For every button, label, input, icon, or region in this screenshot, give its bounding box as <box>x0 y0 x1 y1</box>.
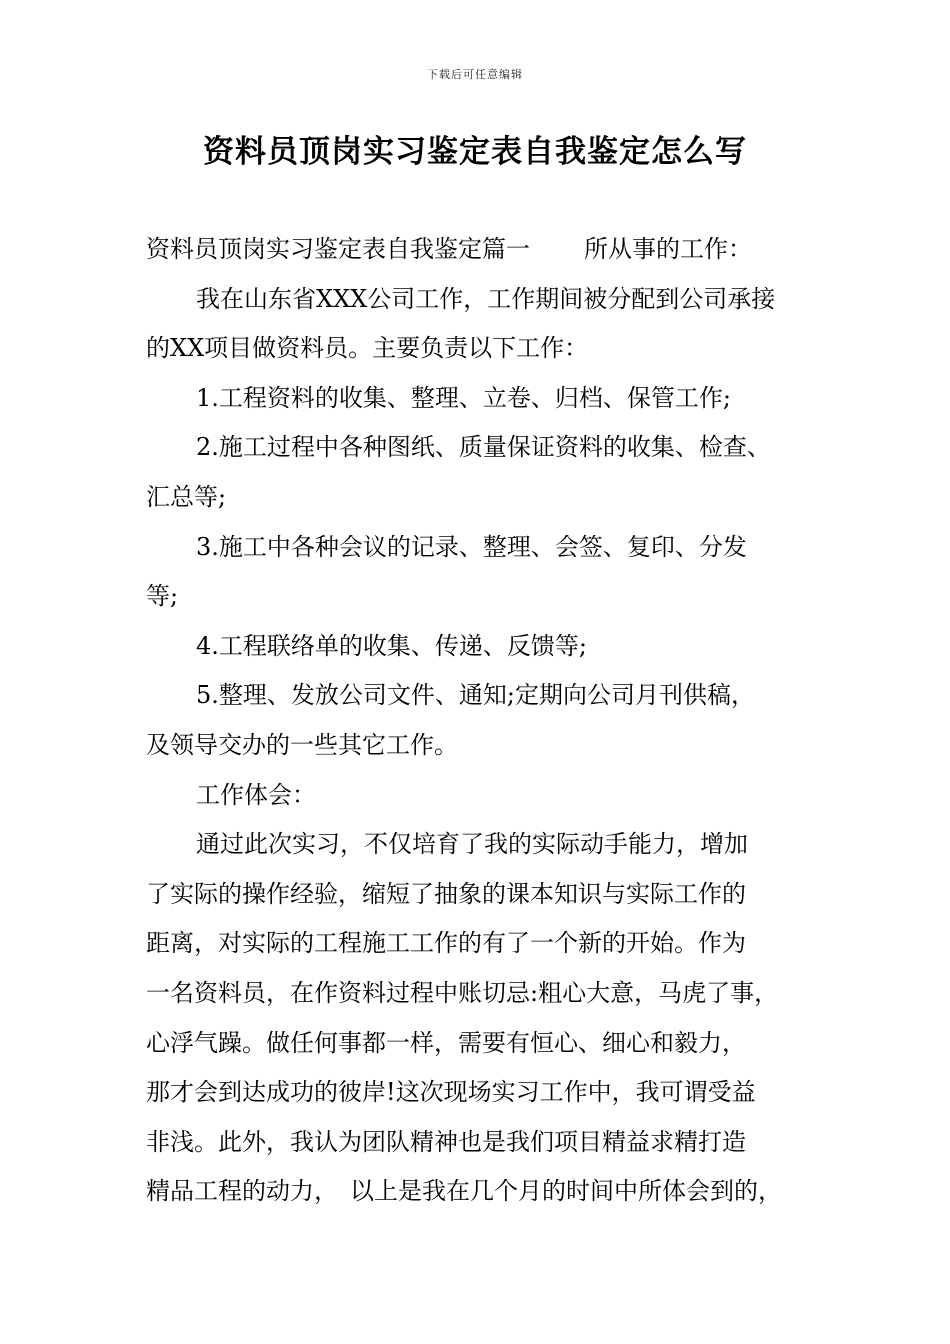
document-title: 资料员顶岗实习鉴定表自我鉴定怎么写 <box>203 134 747 170</box>
document-body <box>146 225 836 1217</box>
paragraph-line: 的XX项目做资料员。主要负责以下工作： <box>146 334 589 363</box>
section-subheading: 所从事的工作： <box>584 235 752 263</box>
paragraph-line: 心浮气躁。做任何事都一样，需要有恒心、细心和毅力， <box>146 1028 746 1057</box>
list-item: 5.整理、发放公司文件、通知;定期向公司月刊供稿， <box>196 681 755 710</box>
list-item: 1.工程资料的收集、整理、立卷、归档、保管工作; <box>196 383 731 412</box>
paragraph-line: 一名资料员，在作资料过程中账切忌:粗心大意，马虎了事， <box>146 978 779 1007</box>
section-heading-line <box>146 225 836 275</box>
list-item: 2.施工过程中各种图纸、质量保证资料的收集、检查、 <box>196 433 771 462</box>
paragraph-line: 距离，对实际的工程施工工作的有了一个新的开始。作为 <box>146 929 746 958</box>
list-item-continuation: 等; <box>146 582 179 611</box>
header-note: 下载后可任意编辑 <box>427 68 523 81</box>
list-item-continuation: 汇总等; <box>146 482 227 511</box>
section-heading: 资料员顶岗实习鉴定表自我鉴定篇一 <box>146 235 530 263</box>
paragraph-line: 那才会到达成功的彼岸!这次现场实习工作中，我可谓受益 <box>146 1078 756 1107</box>
list-item-continuation: 及领导交办的一些其它工作。 <box>146 730 458 759</box>
list-item: 4.工程联络单的收集、传递、反馈等; <box>196 631 587 660</box>
list-item: 3.施工中各种会议的记录、整理、会签、复印、分发 <box>196 532 747 561</box>
paragraph-line: 精品工程的动力， 以上是我在几个月的时间中所体会到的， <box>146 1177 782 1206</box>
paragraph-line: 通过此次实习，不仅培育了我的实际动手能力，增加 <box>196 830 748 859</box>
subsection-heading: 工作体会： <box>196 780 316 809</box>
paragraph-line: 非浅。此外，我认为团队精神也是我们项目精益求精打造 <box>146 1127 746 1156</box>
paragraph-line: 了实际的操作经验，缩短了抽象的课本知识与实际工作的 <box>146 879 746 908</box>
paragraph-line: 我在山东省XXX公司工作，工作期间被分配到公司承接 <box>196 284 776 313</box>
